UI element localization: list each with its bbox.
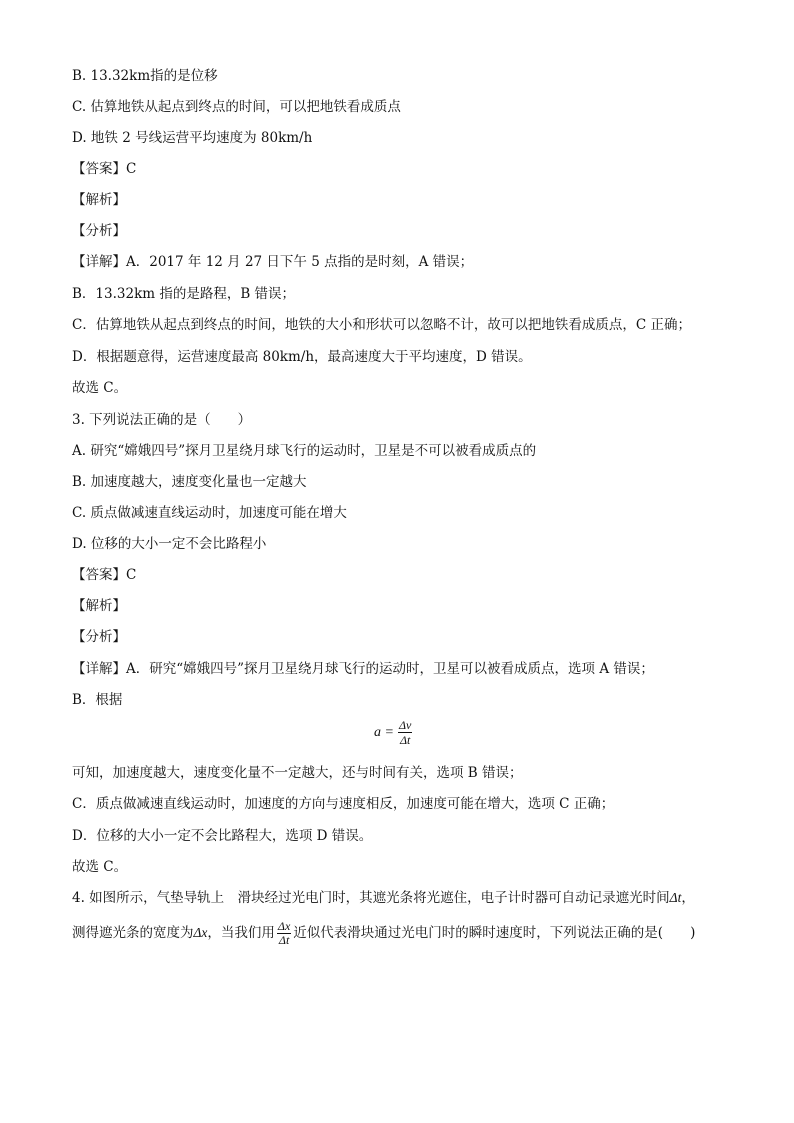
q3-analysis-subheading: 【分析】 bbox=[72, 629, 126, 645]
q4-text: 4. 如图所示，气垫导轨上 滑块经过光电门时，其遮光条将光遮住，电子计时器可自动记录遮光时间 bbox=[72, 890, 670, 906]
q3-detail-a: 【详解】A．研究“嫦娥四号”探月卫星绕月球飞行的运动时，卫星可以被看成质点，选项 A 错误； bbox=[72, 661, 654, 677]
q3-detail-c: C．质点做减速直线运动时，加速度的方向与速度相反，加速度可能在增大，选项 C 正确； bbox=[72, 796, 615, 812]
q4-text-b: ，当我们用 bbox=[207, 925, 275, 941]
option-b: B. 13.32km指的是位移 bbox=[72, 68, 218, 84]
q4-velocity-fraction bbox=[277, 920, 291, 947]
detail-b: B．13.32km 指的是路程，B 错误； bbox=[72, 286, 296, 302]
question-4-line-2 bbox=[72, 918, 695, 948]
q3-detail-d: D．位移的大小一定不会比路程大，选项 D 错误。 bbox=[72, 828, 373, 844]
analysis-subheading: 【分析】 bbox=[72, 223, 126, 239]
q3-detail-b: B．根据 bbox=[72, 692, 123, 708]
q4-comma: ， bbox=[681, 890, 695, 906]
question-3: 3. 下列说法正确的是（ ） bbox=[72, 412, 252, 428]
q3-answer: 【答案】C bbox=[72, 567, 137, 583]
q3-detail-b-conclusion: 可知，加速度越大，速度变化量不一定越大，还与时间有关，选项 B 错误； bbox=[72, 765, 523, 781]
q3-option-a: A. 研究“嫦娥四号”探月卫星绕月球飞行的运动时，卫星是不可以被看成质点的 bbox=[72, 443, 537, 459]
option-c: C. 估算地铁从起点到终点的时间，可以把地铁看成质点 bbox=[72, 99, 401, 115]
question-4-line-1 bbox=[72, 889, 695, 907]
answer-label: 【答案】C bbox=[72, 161, 137, 177]
q4-text-a: 测得遮光条的宽度为 bbox=[72, 925, 194, 941]
q3-option-b: B. 加速度越大，速度变化量也一定越大 bbox=[72, 474, 307, 490]
formula-numerator: Δv bbox=[398, 718, 412, 732]
q3-option-c: C. 质点做减速直线运动时，加速度可能在增大 bbox=[72, 505, 347, 521]
analysis-heading: 【解析】 bbox=[72, 192, 126, 208]
q4-frac-numerator: Δx bbox=[277, 919, 291, 933]
acceleration-formula bbox=[374, 718, 412, 747]
q3-conclusion: 故选 C。 bbox=[72, 859, 128, 875]
formula-fraction bbox=[398, 718, 412, 747]
detail-c: C．估算地铁从起点到终点的时间，地铁的大小和形状可以忽略不计，故可以把地铁看成质点，C 正确； bbox=[72, 317, 691, 333]
q3-option-d: D. 位移的大小一定不会比路程小 bbox=[72, 536, 267, 552]
formula-lhs: a = bbox=[374, 724, 394, 740]
q4-text-c: 近似代表滑块通过光电门时的瞬时速度时，下列说法正确的是( ) bbox=[293, 925, 696, 941]
detail-a: 【详解】A．2017 年 12 月 27 日下午 5 点指的是时刻，A 错误； bbox=[72, 254, 474, 270]
q4-delta-t: Δt bbox=[669, 890, 682, 905]
formula-denominator: Δt bbox=[399, 733, 411, 747]
q4-delta-x: Δx bbox=[193, 925, 208, 940]
q3-analysis-heading: 【解析】 bbox=[72, 598, 126, 614]
detail-d: D．根据题意得，运营速度最高 80km/h，最高速度大于平均速度，D 错误。 bbox=[72, 349, 532, 365]
option-d: D. 地铁 2 号线运营平均速度为 80km/h bbox=[72, 130, 313, 146]
conclusion: 故选 C。 bbox=[72, 380, 128, 396]
q4-frac-denominator: Δt bbox=[278, 933, 290, 947]
